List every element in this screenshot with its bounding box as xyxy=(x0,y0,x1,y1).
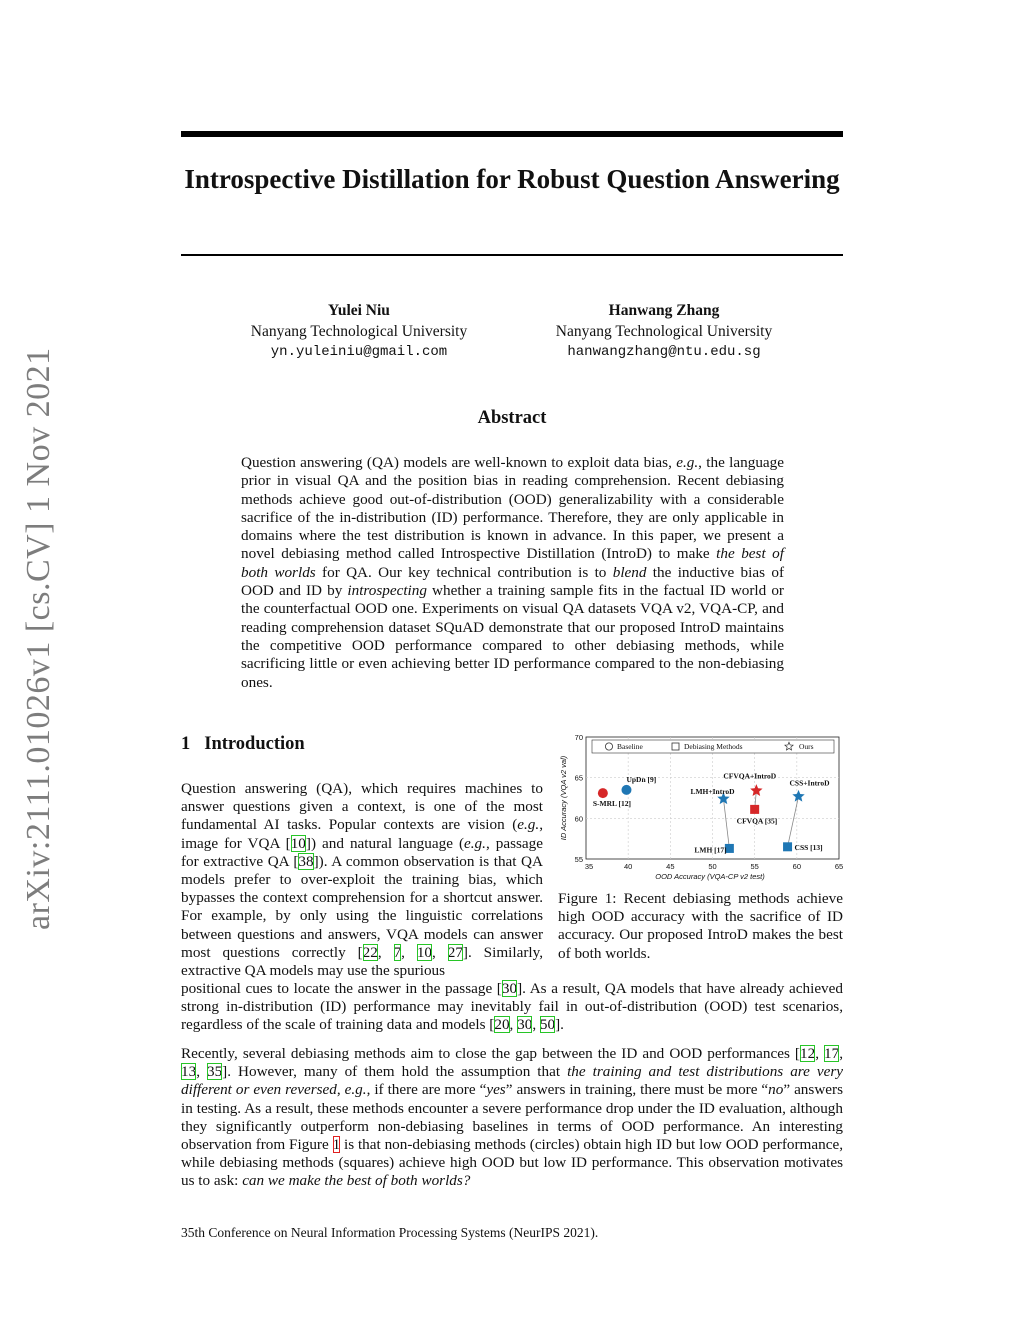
x-tick-label: 40 xyxy=(623,862,633,871)
intro-paragraph: Question answering (QA), which requires machines to answer questions given a context, is one of the most fundamental AI tasks. Popular contexts are vision (e.g., image for VQA [10]) and natural language (e.g., passage for extractive QA [38]). A common observation is that QA models prefer to over-exploit the training bias, which bypasses the context comprehension for a shortcut answer. For example, by only using the linguistic correlations between questions and answers, VQA models can answer most questions correctly [22, 7, 10, 27]. Similarly, extractive QA models may use the spurious xyxy=(181,780,544,980)
data-point-square xyxy=(783,842,792,851)
citation-link[interactable]: 13 xyxy=(181,1063,197,1081)
legend-label: Baseline xyxy=(617,742,643,751)
x-tick-label: 50 xyxy=(708,862,717,871)
citation-link[interactable]: 50 xyxy=(539,1016,556,1034)
x-axis-label: OOD Accuracy (VQA-CP v2 test) xyxy=(655,872,765,881)
legend-label: Ours xyxy=(799,742,814,751)
legend-square-icon xyxy=(672,743,679,750)
citation-link[interactable]: 10 xyxy=(290,834,306,852)
data-point-star xyxy=(792,790,804,802)
author-email: hanwangzhang@ntu.edu.sg xyxy=(567,344,761,360)
y-tick-label: 60 xyxy=(574,814,583,824)
x-tick-label: 35 xyxy=(584,862,594,871)
data-label: CSS [13] xyxy=(794,842,823,852)
data-label: LMH+IntroD xyxy=(690,786,735,796)
data-label: UpDn [9] xyxy=(626,774,657,784)
author-block xyxy=(514,300,814,363)
abstract-heading: Abstract xyxy=(477,408,547,428)
citation-link[interactable]: 7 xyxy=(393,943,402,961)
data-label: CFVQA [35] xyxy=(736,816,778,826)
data-label: S-MRL [12] xyxy=(592,799,631,809)
title-rule xyxy=(181,254,843,256)
author-affiliation: Nanyang Technological University xyxy=(555,323,773,340)
y-tick-label: 55 xyxy=(574,855,583,864)
citation-link[interactable]: 27 xyxy=(447,943,463,961)
legend xyxy=(592,740,834,753)
figure-link[interactable]: 1 xyxy=(332,1136,341,1154)
connector-line xyxy=(723,799,729,849)
legend-circle-icon xyxy=(605,743,612,750)
citation-link[interactable]: 12 xyxy=(800,1045,816,1062)
citation-link[interactable]: 30 xyxy=(517,1016,533,1034)
citation-link[interactable]: 20 xyxy=(494,1016,510,1034)
figure-caption: Figure 1: Recent debiasing methods achieve high OOD accuracy with the sacrifice of ID accuracy. Our proposed IntroD makes the best of both worlds. xyxy=(558,890,843,962)
author-block xyxy=(209,300,509,363)
y-tick-label: 65 xyxy=(574,773,583,783)
x-tick-label: 45 xyxy=(666,862,675,871)
data-point-square xyxy=(750,805,759,814)
citation-link[interactable]: 17 xyxy=(824,1045,840,1062)
arxiv-stamp: arXiv:2111.01026v1 [cs.CV] 1 Nov 2021 xyxy=(20,347,57,930)
paper-title: Introspective Distillation for Robust Question Answering xyxy=(184,164,840,194)
data-label: LMH [17] xyxy=(694,845,727,855)
data-label: CSS+IntroD xyxy=(789,778,830,788)
abstract-body: Question answering (QA) models are well-known to exploit data bias, e.g., the language prior in visual QA and the position bias in reading comprehension. Recent debiasing methods achieve good out-of-distribution (OOD) generalizability with a considerable sacrifice of the in-distribution (ID) performance. Therefore, they are only applicable in domains where the test distribution is known in advance. In this paper, we present a novel debiasing method called Introspective Distillation (IntroD) to make the best of both worlds for QA. Our key technical contribution is to blend the inductive bias of OOD and ID by introspecting whether a training sample fits in the factual ID world or the counterfactual OOD one. Experiments on visual QA datasets VQA v2, VQA-CP, and reading comprehension dataset SQuAD demonstrate that our proposed IntroD maintains the competitive OOD performance compared to other debiasing methods, while sacrificing little or even achieving better ID performance compared to the non-debiasing ones. xyxy=(241,454,785,691)
legend-label: Debiasing Methods xyxy=(684,742,743,751)
author-name: Hanwang Zhang xyxy=(608,302,720,319)
motivation-paragraph: Recently, several debiasing methods aim to close the gap between the ID and OOD performances [12, 17, 13, 35]. However, many of them hold the assumption that the training and test distributions are very different or even reversed, e.g., if there are more “yes” answers in training, there must be more “no” answers in testing. As a result, these methods encounter a severe performance drop under the ID evaluation, although they significantly outperform non-debiasing baselines in terms of OOD performance. An interesting observation from Figure 1 is that non-debiasing methods (circles) obtain high ID but low OOD performance, while debiasing methods (squares) achieve high OOD but low ID performance. This observation motivates us to ask: can we make the best of both worlds? xyxy=(181,1045,844,1190)
section-heading: 1 Introduction xyxy=(181,734,305,754)
y-axis-label: ID Accuracy (VQA v2 val) xyxy=(559,755,568,841)
author-name: Yulei Niu xyxy=(328,302,390,319)
scatter-chart xyxy=(556,728,846,883)
y-tick-label: 70 xyxy=(574,733,583,742)
conference-footer: 35th Conference on Neural Information Processing Systems (NeurIPS 2021). xyxy=(181,1225,599,1240)
citation-link[interactable]: 38 xyxy=(298,852,314,870)
author-email: yn.yuleiniu@gmail.com xyxy=(270,344,448,360)
citation-link[interactable]: 30 xyxy=(501,980,518,997)
data-point-circle xyxy=(621,785,631,795)
x-tick-label: 60 xyxy=(792,862,802,871)
x-tick-label: 55 xyxy=(750,862,759,871)
citation-link[interactable]: 35 xyxy=(206,1063,223,1081)
x-tick-label: 65 xyxy=(834,862,844,871)
citation-link[interactable]: 10 xyxy=(416,943,433,961)
data-label: CFVQA+IntroD xyxy=(723,771,777,781)
citation-link[interactable]: 22 xyxy=(362,943,378,961)
author-affiliation: Nanyang Technological University xyxy=(250,323,468,340)
intro-paragraph-continued: positional cues to locate the answer in the passage [30]. As a result, QA models that have already achieved strong in-distribution (ID) performance may inevitably fail in out-of-distribution (OOD) test scenarios, regardless of the scale of training data and models [20, 30, 50]. xyxy=(181,980,843,1034)
data-point-circle xyxy=(598,788,608,798)
top-rule xyxy=(181,131,843,137)
